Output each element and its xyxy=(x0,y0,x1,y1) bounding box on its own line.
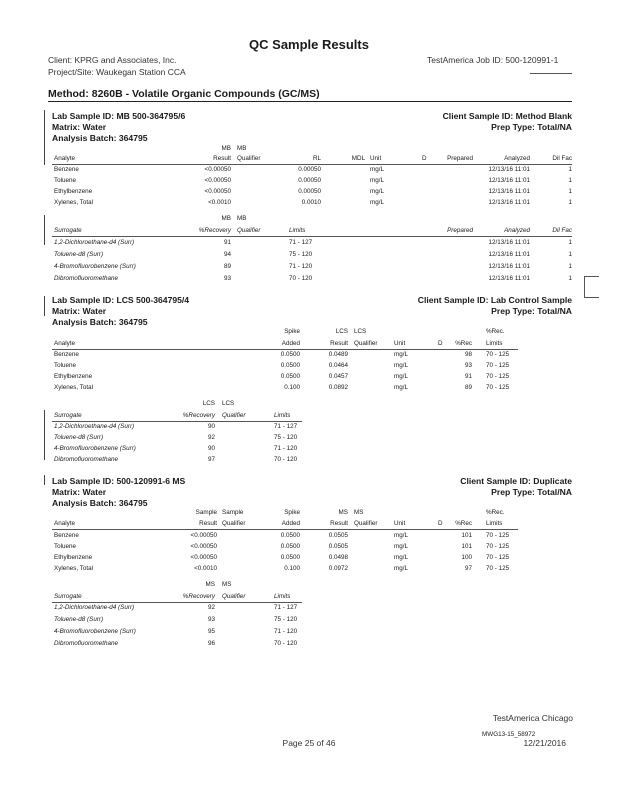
lcs-sur-header-rule xyxy=(52,421,302,422)
dil-fac-value: 1 xyxy=(568,177,572,184)
rec-value: 93 xyxy=(464,362,472,369)
rl-value: 0.00050 xyxy=(298,166,321,173)
lcs-sur-col-lcs: LCS xyxy=(202,400,215,407)
recovery-value: 92 xyxy=(207,604,215,611)
analyte-name: Toluene xyxy=(54,543,77,550)
mb-col-analyte: Analyte xyxy=(54,155,76,162)
result-value: <0.00050 xyxy=(204,177,231,184)
analyzed-value: 12/13/16 11:01 xyxy=(488,166,530,173)
lcs-col-d: D xyxy=(438,340,443,347)
rec-value: 101 xyxy=(461,532,472,539)
mb-col-rl: RL xyxy=(312,155,321,162)
dil-fac-value: 1 xyxy=(568,199,572,206)
spike-value: 0.0500 xyxy=(280,554,300,561)
lcs-col-lcs: LCS xyxy=(335,328,348,335)
result-value: 0.0498 xyxy=(328,554,348,561)
spike-value: 0.100 xyxy=(284,565,300,572)
recovery-value: 90 xyxy=(207,445,215,452)
ms-col-added: Added xyxy=(281,520,300,527)
limits-value: 75 - 120 xyxy=(274,434,298,441)
rec-value: 89 xyxy=(464,384,472,391)
analyte-name: Xylenes, Total xyxy=(54,565,94,572)
result-value: 0.0505 xyxy=(328,543,348,550)
limits-value: 75 - 120 xyxy=(274,616,298,623)
rec-value: 91 xyxy=(464,373,472,380)
sample-result-value: <0.00050 xyxy=(190,532,217,539)
header-tick xyxy=(530,73,572,74)
ms-col-limits: Limits xyxy=(486,520,503,527)
analyte-name: Ethylbenzene xyxy=(54,554,93,561)
lcs-col-qualifier: Qualifier xyxy=(354,340,378,347)
surrogate-name: Dibromofluoromethane xyxy=(54,640,119,647)
rec-value: 97 xyxy=(464,565,472,572)
lcs-sur-col-lcs: LCS xyxy=(222,400,235,407)
unit-value: mg/L xyxy=(394,362,408,369)
unit-value: mg/L xyxy=(394,351,408,358)
surrogate-name: Toluene-d8 (Surr) xyxy=(54,616,104,623)
surrogate-name: 1,2-Dichloroethane-d4 (Surr) xyxy=(54,239,135,246)
sample-result-value: <0.00050 xyxy=(190,543,217,550)
recovery-value: 93 xyxy=(223,275,231,282)
ms-sur-header-rule xyxy=(52,602,302,603)
limits-value: 75 - 120 xyxy=(289,251,313,258)
recovery-value: 97 xyxy=(207,456,215,463)
spike-value: 0.100 xyxy=(284,384,300,391)
limits-value: 70 - 125 xyxy=(486,532,510,539)
mb-col-mb: MB xyxy=(221,145,231,152)
ms-col-pct-rec: %Rec xyxy=(455,520,472,527)
ms-col-spike: Spike xyxy=(284,509,300,516)
ms-col-sample-qualifier: Qualifier xyxy=(222,520,246,527)
method-title: Method: 8260B - Volatile Organic Compounds (GC/MS) xyxy=(48,88,320,100)
analyte-name: Benzene xyxy=(54,351,79,358)
method-rule xyxy=(48,101,572,102)
result-value: 0.0457 xyxy=(328,373,348,380)
mb-header-rule xyxy=(52,164,572,165)
limits-value: 70 - 125 xyxy=(486,565,510,572)
result-value: <0.00050 xyxy=(204,166,231,173)
analyte-name: Ethylbenzene xyxy=(54,188,93,195)
lcs-col-lcs: LCS xyxy=(354,328,367,335)
unit-value: mg/L xyxy=(394,565,408,572)
mb-prep-type: Prep Type: Total/NA xyxy=(491,122,572,132)
rl-value: 0.00050 xyxy=(298,188,321,195)
surrogate-name: 4-Bromofluorobenzene (Surr) xyxy=(54,445,136,452)
lcs-col-rec: %Rec. xyxy=(486,328,505,335)
spike-value: 0.0500 xyxy=(280,543,300,550)
result-value: 0.0892 xyxy=(328,384,348,391)
surrogate-name: Dibromofluoromethane xyxy=(54,275,119,282)
ms-col-ms: MS xyxy=(354,509,364,516)
rec-value: 98 xyxy=(464,351,472,358)
mb-sur-col-mb: MB xyxy=(237,215,247,222)
spike-value: 0.0500 xyxy=(280,362,300,369)
surrogate-name: Dibromofluoromethane xyxy=(54,456,119,463)
mb-col-result: Result xyxy=(213,155,231,162)
lcs-client-sample-id: Client Sample ID: Lab Control Sample xyxy=(417,295,572,305)
ms-matrix: Matrix: Water xyxy=(52,487,107,497)
lcs-prep-type: Prep Type: Total/NA xyxy=(491,306,572,316)
unit-value: mg/L xyxy=(370,188,384,195)
lcs-col-analyte: Analyte xyxy=(54,340,76,347)
analyzed-value: 12/13/16 11:01 xyxy=(488,239,530,246)
analyte-name: Benzene xyxy=(54,166,79,173)
lcs-lab-sample-id: Lab Sample ID: LCS 500-364795/4 xyxy=(52,295,190,305)
limits-value: 70 - 125 xyxy=(486,554,510,561)
analyzed-value: 12/13/16 11:01 xyxy=(488,199,530,206)
surrogate-name: 4-Bromofluorobenzene (Surr) xyxy=(54,263,136,270)
ms-col-analyte: Analyte xyxy=(54,520,76,527)
project-site: Project/Site: Waukegan Station CCA xyxy=(48,67,186,77)
recovery-value: 90 xyxy=(207,423,215,430)
mb-col-mdl: MDL xyxy=(351,155,365,162)
ms-col-sample: Sample xyxy=(195,509,217,516)
analyte-name: Ethylbenzene xyxy=(54,373,93,380)
recovery-value: 89 xyxy=(223,263,231,270)
analyte-name: Toluene xyxy=(54,177,77,184)
spike-value: 0.0500 xyxy=(280,351,300,358)
result-value: <0.0010 xyxy=(208,199,231,206)
ms-analysis-batch: Analysis Batch: 364795 xyxy=(52,498,148,508)
lcs-col-result: Result xyxy=(330,340,348,347)
unit-value: mg/L xyxy=(394,532,408,539)
analyte-name: Xylenes, Total xyxy=(54,384,94,391)
limits-value: 71 - 127 xyxy=(274,423,298,430)
analyzed-value: 12/13/16 11:01 xyxy=(488,275,530,282)
mb-sur-col-dil-fac: Dil Fac xyxy=(552,227,572,234)
result-value: 0.0489 xyxy=(328,351,348,358)
mb-sur-col-surrogate: Surrogate xyxy=(54,227,82,234)
ms-col-result: Result xyxy=(330,520,348,527)
ms-sur-col-ms: MS xyxy=(205,581,215,588)
dil-fac-value: 1 xyxy=(568,263,572,270)
surrogate-name: 1,2-Dichloroethane-d4 (Surr) xyxy=(54,604,135,611)
mb-analysis-batch: Analysis Batch: 364795 xyxy=(52,133,148,143)
ms-col-qualifier: Qualifier xyxy=(354,520,378,527)
margin-bar xyxy=(44,110,45,165)
surrogate-name: Toluene-d8 (Surr) xyxy=(54,434,104,441)
result-value: 0.0505 xyxy=(328,532,348,539)
rl-value: 0.0010 xyxy=(301,199,321,206)
mb-sur-col-qualifier: Qualifier xyxy=(237,227,261,234)
lcs-sur-col-recovery: %Recovery xyxy=(182,412,215,419)
analyzed-value: 12/13/16 11:01 xyxy=(488,263,530,270)
lcs-sur-col-limits: Limits xyxy=(274,412,291,419)
recovery-value: 96 xyxy=(207,640,215,647)
mb-lab-sample-id: Lab Sample ID: MB 500-364795/6 xyxy=(52,111,186,121)
dil-fac-value: 1 xyxy=(568,239,572,246)
recovery-value: 93 xyxy=(207,616,215,623)
mb-col-prepared: Prepared xyxy=(447,155,473,162)
limits-value: 70 - 125 xyxy=(486,362,510,369)
footer-company: TestAmerica Chicago xyxy=(492,713,573,723)
analyzed-value: 12/13/16 11:01 xyxy=(488,188,530,195)
mb-col-d: D xyxy=(422,155,427,162)
surrogate-name: Toluene-d8 (Surr) xyxy=(54,251,104,258)
recovery-value: 91 xyxy=(223,239,231,246)
lcs-col-added: Added xyxy=(281,340,300,347)
ms-col-sample-result: Result xyxy=(199,520,217,527)
mb-col-analyzed: Analyzed xyxy=(504,155,530,162)
analyte-name: Xylenes, Total xyxy=(54,199,94,206)
lcs-col-limits: Limits xyxy=(486,340,503,347)
ms-header-rule xyxy=(52,529,518,530)
analyzed-value: 12/13/16 11:01 xyxy=(488,177,530,184)
lcs-sur-col-qualifier: Qualifier xyxy=(222,412,246,419)
limits-value: 71 - 120 xyxy=(274,628,298,635)
mb-col-qualifier: Qualifier xyxy=(237,155,261,162)
mb-matrix: Matrix: Water xyxy=(52,122,107,132)
spike-value: 0.0500 xyxy=(280,373,300,380)
ms-prep-type: Prep Type: Total/NA xyxy=(491,487,572,497)
page-title: QC Sample Results xyxy=(249,37,369,52)
mb-col-dil-fac: Dil Fac xyxy=(552,155,572,162)
lcs-matrix: Matrix: Water xyxy=(52,306,107,316)
mb-sur-header-rule xyxy=(52,236,572,237)
footer-doc-id: MWG13-15_58972 xyxy=(482,731,536,738)
result-value: 0.0972 xyxy=(328,565,348,572)
unit-value: mg/L xyxy=(394,373,408,380)
unit-value: mg/L xyxy=(370,199,384,206)
sample-result-value: <0.00050 xyxy=(190,554,217,561)
unit-value: mg/L xyxy=(370,166,384,173)
lcs-col-unit: Unit xyxy=(394,340,406,347)
limits-value: 70 - 120 xyxy=(289,275,313,282)
unit-value: mg/L xyxy=(394,384,408,391)
mb-sur-col-prepared: Prepared xyxy=(447,227,473,234)
analyzed-value: 12/13/16 11:01 xyxy=(488,251,530,258)
ms-client-sample-id: Client Sample ID: Duplicate xyxy=(460,476,572,486)
dil-fac-value: 1 xyxy=(568,166,572,173)
mb-sur-col-mb: MB xyxy=(221,215,231,222)
mb-client-sample-id: Client Sample ID: Method Blank xyxy=(442,111,572,121)
lcs-col-pct-rec: %Rec xyxy=(455,340,472,347)
margin-bar xyxy=(44,475,45,485)
lcs-sur-col-surrogate: Surrogate xyxy=(54,412,82,419)
result-value: <0.00050 xyxy=(204,188,231,195)
mb-sur-col-recovery: %Recovery xyxy=(198,227,231,234)
analyte-name: Benzene xyxy=(54,532,79,539)
limits-value: 71 - 120 xyxy=(274,445,298,452)
ms-col-d: D xyxy=(438,520,443,527)
footer-date: 12/21/2016 xyxy=(523,738,566,748)
surrogate-name: 4-Bromofluorobenzene (Surr) xyxy=(54,628,136,635)
limits-value: 70 - 125 xyxy=(486,373,510,380)
result-value: 0.0464 xyxy=(328,362,348,369)
dil-fac-value: 1 xyxy=(568,275,572,282)
limits-value: 71 - 127 xyxy=(289,239,313,246)
limits-value: 70 - 125 xyxy=(486,384,510,391)
ms-col-unit: Unit xyxy=(394,520,406,527)
limits-value: 70 - 125 xyxy=(486,351,510,358)
mb-sur-col-limits: Limits xyxy=(289,227,306,234)
ms-col-sample: Sample xyxy=(222,509,244,516)
rec-value: 101 xyxy=(461,543,472,550)
ms-sur-col-qualifier: Qualifier xyxy=(222,593,246,600)
ms-sur-col-ms: MS xyxy=(222,581,232,588)
client-name: Client: KPRG and Associates, Inc. xyxy=(48,55,177,65)
footer-page-number: Page 25 of 46 xyxy=(282,738,336,748)
analyte-name: Toluene xyxy=(54,362,77,369)
ms-sur-col-recovery: %Recovery xyxy=(182,593,215,600)
margin-bar xyxy=(44,215,45,245)
recovery-value: 92 xyxy=(207,434,215,441)
recovery-value: 95 xyxy=(207,628,215,635)
margin-bar xyxy=(44,296,45,316)
ms-col-ms: MS xyxy=(338,509,348,516)
ms-sur-col-surrogate: Surrogate xyxy=(54,593,82,600)
ms-lab-sample-id: Lab Sample ID: 500-120991-6 MS xyxy=(52,476,186,486)
limits-value: 71 - 127 xyxy=(274,604,298,611)
sample-result-value: <0.0010 xyxy=(194,565,217,572)
dil-fac-value: 1 xyxy=(568,188,572,195)
lcs-col-spike: Spike xyxy=(284,328,300,335)
unit-value: mg/L xyxy=(394,543,408,550)
lcs-analysis-batch: Analysis Batch: 364795 xyxy=(52,317,148,327)
unit-value: mg/L xyxy=(370,177,384,184)
limits-value: 70 - 120 xyxy=(274,640,298,647)
recovery-value: 94 xyxy=(223,251,231,258)
page-tab-marker xyxy=(584,276,599,298)
limits-value: 71 - 120 xyxy=(289,263,313,270)
rl-value: 0.00050 xyxy=(298,177,321,184)
ms-col-rec: %Rec. xyxy=(486,509,505,516)
mb-col-mb: MB xyxy=(237,145,247,152)
surrogate-name: 1,2-Dichloroethane-d4 (Surr) xyxy=(54,423,135,430)
mb-sur-col-analyzed: Analyzed xyxy=(504,227,530,234)
ms-sur-col-limits: Limits xyxy=(274,593,291,600)
mb-col-unit: Unit xyxy=(370,155,382,162)
spike-value: 0.0500 xyxy=(280,532,300,539)
dil-fac-value: 1 xyxy=(568,251,572,258)
lcs-header-rule xyxy=(52,349,518,350)
limits-value: 70 - 120 xyxy=(274,456,298,463)
margin-bar xyxy=(44,410,45,460)
job-id: TestAmerica Job ID: 500-120991-1 xyxy=(427,55,559,65)
limits-value: 70 - 125 xyxy=(486,543,510,550)
rec-value: 100 xyxy=(461,554,472,561)
unit-value: mg/L xyxy=(394,554,408,561)
